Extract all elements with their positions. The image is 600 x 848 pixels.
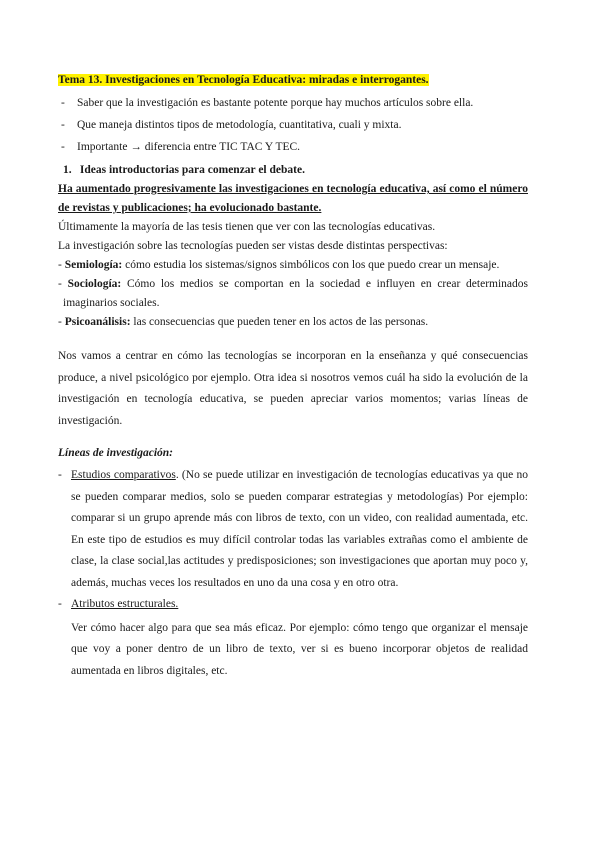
emphasis-statement: Ha aumentado progresivamente las investigaciones en tecnología educativa, así como el número de revistas y publicaciones; ha evolucionado bastante.	[58, 183, 528, 214]
dash-bullet: -	[61, 119, 65, 131]
perspective-text: cómo estudia los sistemas/signos simbólicos con los que puedo crear un mensaje.	[122, 259, 500, 271]
list-item-head: Estudios comparativos	[71, 469, 176, 481]
list-item-text: Ver cómo hacer algo para que sea más eficaz. Por ejemplo: cómo tengo que organizar el mensaje que voy a poner dentro de un libro de texto, ver si es bueno incorporar objetos de realidad aumentada en libros digitales, etc.	[71, 621, 528, 677]
perspective-term: Semiología:	[64, 259, 123, 271]
section-number: 1.	[63, 164, 72, 176]
body-line: Últimamente la mayoría de las tesis tienen que ver con las tecnologías educativas.	[58, 221, 436, 233]
dash-bullet: -	[58, 598, 62, 610]
perspective-text: Cómo los medios se comportan en la sociedad e influyen en crear determinados imaginarios sociales.	[63, 278, 528, 309]
body-line: La investigación sobre las tecnologías pueden ser vistas desde distintas perspectivas:	[58, 240, 448, 252]
intro-item	[58, 116, 528, 135]
dash-bullet: -	[61, 141, 65, 153]
intro-item-text: Que maneja distintos tipos de metodología, cuantitativa, cuali y mixta.	[77, 119, 402, 131]
intro-item-text: Importante → diferencia entre TIC TAC Y TEC.	[77, 141, 301, 153]
lines-list	[58, 465, 528, 682]
perspective-term: Sociología:	[67, 278, 122, 290]
list-item-body	[71, 465, 528, 594]
perspective-item	[58, 275, 528, 313]
dash-bullet: -	[58, 469, 62, 481]
list-item-head-line	[71, 594, 528, 616]
list-item	[58, 465, 528, 594]
intro-list	[58, 94, 528, 157]
perspective-text: las consecuencias que pueden tener en los actos de las personas.	[130, 316, 429, 328]
intro-item-text: Saber que la investigación es bastante potente porque hay muchos artículos sobre ella.	[77, 97, 474, 109]
intro-item	[58, 138, 528, 157]
section-heading-text: Ideas introductorias para comenzar el debate.	[79, 164, 305, 176]
perspective-prefix: -	[58, 278, 68, 290]
perspective-prefix: -	[58, 259, 65, 271]
perspective-item	[58, 256, 528, 275]
document-page	[58, 71, 528, 682]
intro-item	[58, 94, 528, 113]
list-item-text: . (No se puede utilizar en investigación de tecnologías educativas ya que no se pueden comparar medios, solo se pueden comparar estrategias y metodologías) Por ejemplo: comparar si un grupo aprende más con libros de texto, con un video, con realidad aumentada, etc. En este tipo de estudios es muy difícil controlar todas las variables extrañas como el ambiente de clase, la clase social,las actitudes y predisposiciones; son investigaciones que aportan muy poco y, además, muchas veces los resultados en uno da una cosa y en otro otra.	[71, 469, 528, 589]
section-heading	[58, 161, 528, 180]
list-item-head: Atributos estructurales.	[71, 598, 179, 610]
lines-heading: Líneas de investigación:	[58, 447, 173, 459]
document-title	[58, 71, 528, 90]
perspective-term: Psicoanálisis:	[64, 316, 131, 328]
list-item	[58, 594, 528, 682]
body-paragraph: Nos vamos a centrar en cómo las tecnologías se incorporan en la enseñanza y qué consecuencias produce, a nivel psicológico por ejemplo. Otra idea si nosotros vemos cuál ha sido la evolución de la investigación en tecnología educativa, se pueden apreciar varios momentos; varias líneas de investigación.	[58, 350, 528, 427]
perspective-item	[58, 313, 528, 332]
title-highlight: Tema 13. Investigaciones en Tecnología Educativa: miradas e interrogantes.	[58, 74, 429, 86]
perspective-prefix: -	[58, 316, 65, 328]
dash-bullet: -	[61, 97, 65, 109]
